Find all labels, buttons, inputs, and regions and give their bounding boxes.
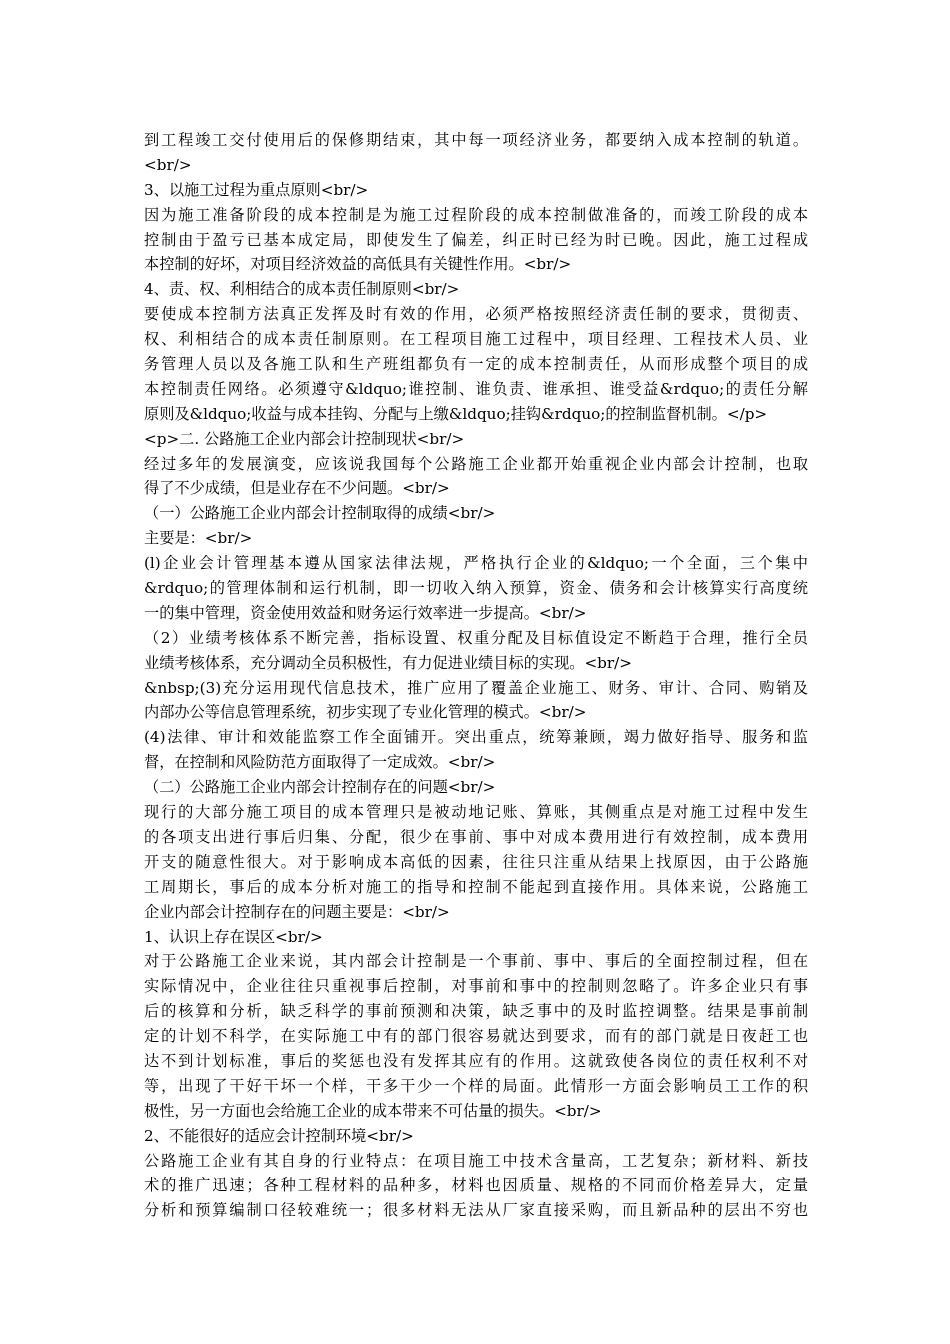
text-line: 公路施工企业有其自身的行业特点：在项目施工中技术含量高，工艺复杂；新材料、新技 — [144, 1151, 808, 1170]
text-line: 4、责、权、利相结合的成本责任制原则<br/> — [144, 280, 460, 299]
text-line: 经过多年的发展演变，应该说我国每个公路施工企业都开始重视企业内部会计控制，也取 — [144, 454, 808, 473]
text-line: 主要是：<br/> — [144, 529, 253, 548]
text-line: 因为施工准备阶段的成本控制是为施工过程阶段的成本控制做准备的，而竣工阶段的成本 — [144, 205, 808, 224]
text-line: （一）公路施工企业内部会计控制取得的成绩<br/> — [144, 504, 496, 523]
text-line: 权、利相结合的成本责任制原则。在工程项目施工过程中，项目经理、工程技术人员、业 — [144, 330, 808, 349]
text-line: <br/> — [144, 155, 192, 174]
text-line: 一的集中管理，资金使用效益和财务运行效率进一步提高。<br/> — [144, 603, 587, 622]
text-line: 本控制的好坏，对项目经济效益的高低具有关键性作用。<br/> — [144, 255, 572, 274]
text-line: 术的推广迅速；各种工程材料的品种多，材料也因质量、规格的不同而价格差异大，定量 — [144, 1176, 808, 1195]
text-line: 对于公路施工企业来说，其内部会计控制是一个事前、事中、事后的全面控制过程，但在 — [144, 952, 808, 971]
text-line: （2）业绩考核体系不断完善，指标设置、权重分配及目标值设定不断趋于合理，推行全员 — [144, 628, 808, 647]
text-line: 等，出现了干好干坏一个样，干多干少一个样的局面。此情形一方面会影响员工工作的积 — [144, 1076, 808, 1095]
text-line: 的各项支出进行事后归集、分配，很少在事前、事中对成本费用进行有效控制，成本费用 — [144, 827, 808, 846]
text-line: 实际情况中，企业往往只重视事后控制，对事前和事中的控制则忽略了。许多企业只有事 — [144, 977, 808, 996]
text-line: 后的核算和分析，缺乏科学的事前预测和决策，缺乏事中的及时监控调整。结果是事前制 — [144, 1002, 808, 1021]
text-line: 定的计划不科学，在实际施工中有的部门很容易就达到要求，而有的部门就是日夜赶工也 — [144, 1027, 808, 1046]
text-line: 开支的随意性很大。对于影响成本高低的因素，往往只注重从结果上找原因，由于公路施 — [144, 852, 808, 871]
text-line: 1、认识上存在误区<br/> — [144, 927, 323, 946]
text-line: 2、不能很好的适应会计控制环境<br/> — [144, 1126, 414, 1145]
text-line: <p>二. 公路施工企业内部会计控制现状<br/> — [144, 429, 465, 448]
text-line: (4)法律、审计和效能监察工作全面铺开。突出重点，统筹兼顾，竭力做好指导、服务和监 — [144, 728, 808, 747]
text-line: 3、以施工过程为重点原则<br/> — [144, 180, 369, 199]
text-line: 务管理人员以及各施工队和生产班组都负有一定的成本控制责任，从而形成整个项目的成 — [144, 355, 808, 374]
text-line: &nbsp;(3)充分运用现代信息技术，推广应用了覆盖企业施工、财务、审计、合同、购销及 — [144, 678, 808, 697]
text-line: &rdquo;的管理体制和运行机制，即一切收入纳入预算，资金、债务和会计核算实行高度统 — [144, 579, 808, 598]
text-line: 现行的大部分施工项目的成本管理只是被动地记账、算账，其侧重点是对施工过程中发生 — [144, 803, 808, 822]
text-line: 工周期长，事后的成本分析对施工的指导和控制不能起到直接作用。具体来说，公路施工 — [144, 877, 808, 896]
text-line: (l)企业会计管理基本遵从国家法律法规，严格执行企业的&ldquo;一个全面，三个集中 — [144, 554, 808, 573]
text-line: 本控制责任网络。必须遵守&ldquo;谁控制、谁负责、谁承担、谁受益&rdquo;的责任分解 — [144, 379, 808, 398]
text-line: 内部办公等信息管理系统，初步实现了专业化管理的模式。<br/> — [144, 703, 587, 722]
text-line: 得了不少成绩，但是业存在不少问题。<br/> — [144, 479, 450, 498]
text-line: 分析和预算编制口径较难统一；很多材料无法从厂家直接采购，而且新品种的层出不穷也 — [144, 1201, 808, 1220]
text-line: 企业内部会计控制存在的问题主要是：<br/> — [144, 902, 450, 921]
text-line: （二）公路施工企业内部会计控制存在的问题<br/> — [144, 778, 496, 797]
text-line: 原则及&ldquo;收益与成本挂钩、分配与上缴&ldquo;挂钩&rdquo;的控制监督机制。</p> — [144, 404, 768, 423]
document-page — [144, 128, 808, 1223]
text-line: 要使成本控制方法真正发挥及时有效的作用，必须严格按照经济责任制的要求，贯彻责、 — [144, 305, 808, 324]
text-line: 督，在控制和风险防范方面取得了一定成效。<br/> — [144, 753, 496, 772]
text-line: 到工程竣工交付使用后的保修期结束，其中每一项经济业务，都要纳入成本控制的轨道。 — [144, 131, 808, 149]
text-line: 极性，另一方面也会给施工企业的成本带来不可估量的损失。<br/> — [144, 1101, 602, 1120]
text-line: 控制由于盈亏已基本成定局，即使发生了偏差，纠正时已经为时已晚。因此，施工过程成 — [144, 230, 808, 249]
text-line: 达不到计划标准，事后的奖惩也没有发挥其应有的作用。这就致使各岗位的责任权利不对 — [144, 1051, 808, 1070]
text-line: 业绩考核体系，充分调动全员积极性，有力促进业绩目标的实现。<br/> — [144, 653, 632, 672]
